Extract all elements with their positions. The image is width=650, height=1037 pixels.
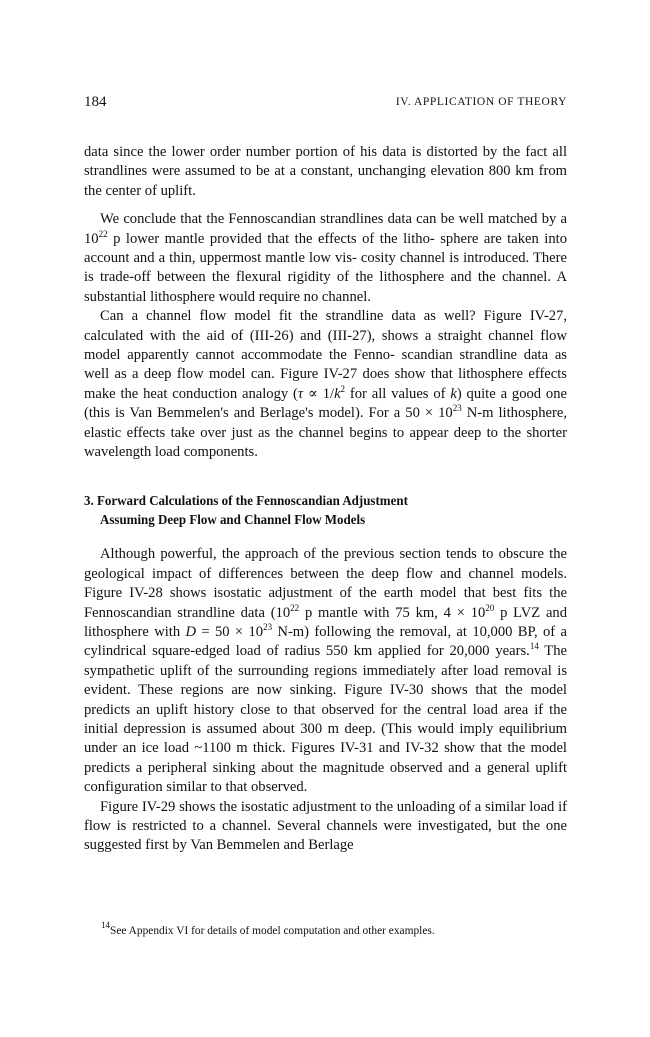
text-run: p mantle with 75 km, 4 × 10 [299, 604, 486, 621]
text-run: N-m) following the removal, at 10,000 BP, of a cylindrical square-edged load of radius 550 km applied for 20,000 years. [84, 623, 567, 660]
text-run: ) quite a good one (this is Van Bemmelen's and Berlage's model). For a 50 × 10 [84, 385, 567, 422]
text-run: ∝ 1/ [303, 385, 335, 402]
section-heading-line-1: 3. Forward Calculations of the Fennoscandian Adjustment [84, 492, 408, 508]
footnote-reference: 14 [529, 641, 539, 652]
symbol-tau: τ [297, 385, 304, 402]
symbol-k: k [450, 385, 457, 402]
page-number: 184 [84, 94, 107, 110]
paragraph-channel-unloading: Figure IV-29 shows the isostatic adjustment to the unloading of a similar load if flow is restricted to a channel. Several channels were investigated, but the one suggested first by Van Bemmelen and Berlage [84, 798, 567, 854]
text-run: = 50 × 10 [196, 623, 264, 640]
superscript: 23 [452, 403, 462, 414]
text-run: The sympathetic uplift of the surrounding regions immediately after load removal is evident. These regions are now sinking. Figure IV-30 shows that the model predicts an uplift history close to that observed for the central load area if the initial depression is assumed about 300 m deep. (This would imply equilibrium under an ice load ~1100 m thick. Figures IV-31 and IV-32 show that the model predicts a peripheral sinking about the magnitude observed and a general uplift configuration similar to that observed. [84, 643, 567, 796]
footnote-mark: 14 [101, 920, 110, 930]
superscript: 22 [98, 228, 108, 239]
paragraph-channel-flow [84, 307, 567, 462]
superscript: 20 [485, 602, 495, 613]
superscript: 23 [263, 621, 273, 632]
superscript: 22 [290, 602, 300, 613]
paragraph-forward-calculations [84, 545, 567, 797]
symbol-k: k [334, 385, 341, 402]
running-head [84, 94, 567, 114]
text-run: p lower mantle provided that the effects of the litho- sphere are taken into account and a thin, uppermost mantle low vis- cosity channel is introduced. There is trade-off between the flexural rigidity of the lithosphere and the channel. A substantial lithosphere would require no channel. [84, 230, 567, 305]
paragraph-conclusion [84, 210, 567, 307]
body-text [84, 143, 567, 856]
text-run: N-m lithosphere, elastic effects take over just as the channel begins to appear deep to the shorter wavelength load components. [84, 405, 567, 461]
text-run: We conclude that the Fennoscandian strandlines data can be well matched by a 10 [84, 211, 567, 247]
superscript: 2 [340, 383, 346, 394]
section-heading-line-2: Assuming Deep Flow and Channel Flow Models [99, 511, 366, 527]
symbol-D: D [185, 623, 197, 640]
text-run: Although powerful, the approach of the previous section tends to obscure the geological impact of differences between the deep flow and channel models. Figure IV-28 shows isostatic adjustment of the earth model that best fits the Fennoscandian strandline data (10 [84, 546, 567, 621]
paragraph-continued: data since the lower order number portion of his data is distorted by the fact all strandlines were assumed to be at a constant, unchanging elevation 800 km from the center of uplift. [84, 144, 567, 199]
text-run: p LVZ and lithosphere with [84, 604, 568, 640]
running-title: IV. APPLICATION OF THEORY [395, 96, 567, 108]
text-run: Can a channel flow model fit the strandline data as well? Figure IV-27, calculated with the aid of (III-26) and (III-27), shows a straight channel flow model apparently cannot accommodate the Fenno- scandian strandline data as well as a deep flow model can. Figure IV-27 does show that lithosphere effects make the heat conduction analogy ( [84, 308, 567, 402]
text-run: for all values of [345, 385, 451, 402]
section-heading [84, 491, 538, 530]
footnote-text: See Appendix VI for details of model computation and other examples. [110, 925, 435, 937]
footnote [101, 920, 567, 938]
